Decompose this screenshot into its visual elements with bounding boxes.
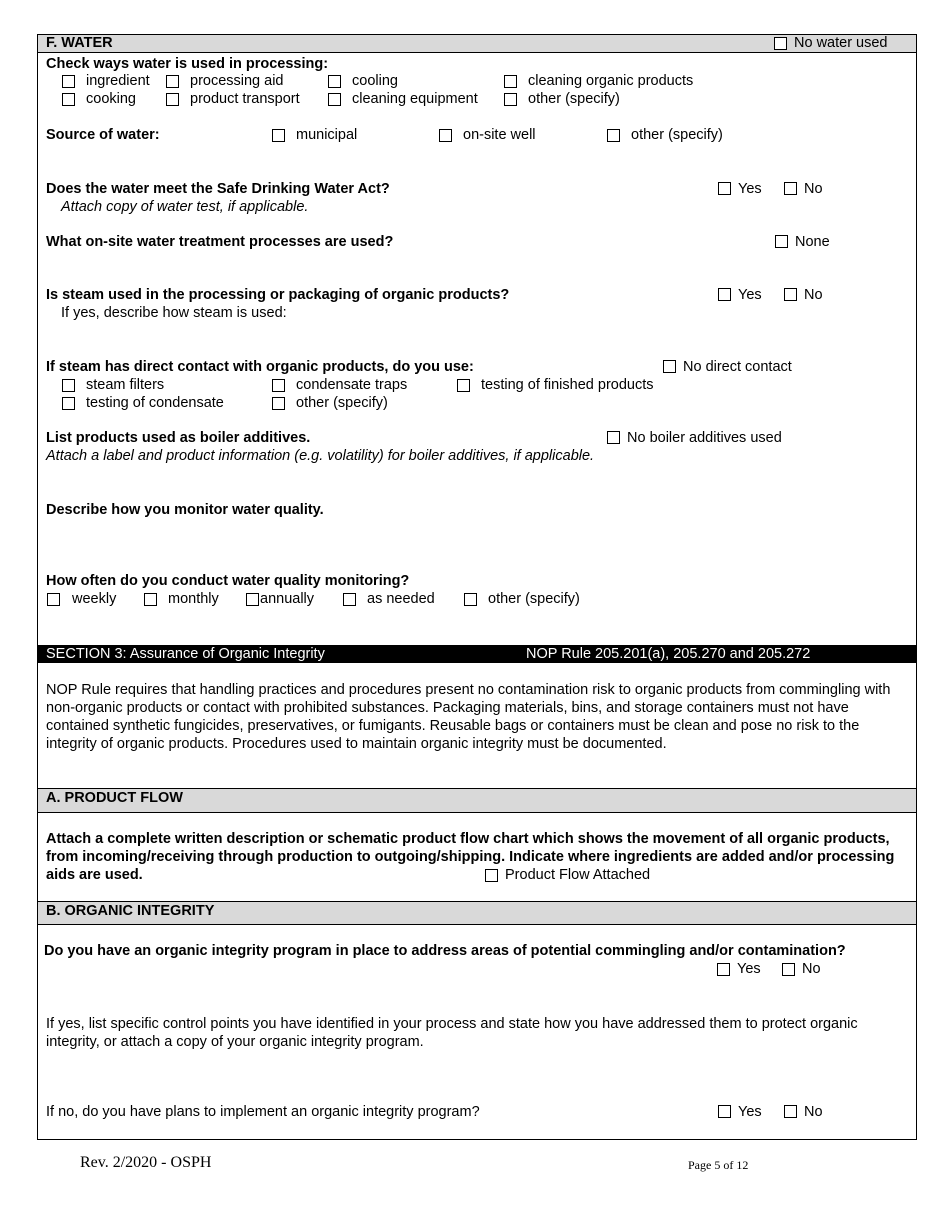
product-flow-title: A. PRODUCT FLOW xyxy=(46,790,183,806)
sdwa-yes-checkbox[interactable] xyxy=(718,182,731,195)
monitor-question: Describe how you monitor water quality. xyxy=(46,502,324,518)
no-direct-contact-label: No direct contact xyxy=(683,359,792,375)
cooling-checkbox[interactable] xyxy=(328,75,341,88)
integrity-if-yes-prompt: If yes, list specific control points you have identified in your process and state how you have addressed them to protect organic integrity, or attach a copy of your organic integrity program. xyxy=(46,1016,858,1050)
sdwa-no-checkbox[interactable] xyxy=(784,182,797,195)
frequency-other-checkbox[interactable] xyxy=(464,593,477,606)
testing-finished-products-checkbox[interactable] xyxy=(457,379,470,392)
plans-yes-checkbox[interactable] xyxy=(718,1105,731,1118)
water-ways-question: Check ways water is used in processing: xyxy=(46,56,329,72)
steam-yes-label: Yes xyxy=(738,287,762,303)
footer-revision: Rev. 2/2020 - OSPH xyxy=(80,1154,212,1171)
plans-yes-label: Yes xyxy=(738,1104,762,1120)
product-flow-text: Attach a complete written description or schematic product flow chart which shows the movement of all organic products, from incoming/receiving through production to outgoing/shipping. Indicate where ingredients are added and/or processing aids are used. xyxy=(46,831,895,883)
testing-finished-products-label: testing of finished products xyxy=(481,377,654,393)
annually-checkbox[interactable] xyxy=(246,593,259,606)
treatment-none-checkbox[interactable] xyxy=(775,235,788,248)
monthly-label: monthly xyxy=(168,591,219,607)
steam-describe-prompt: If yes, describe how steam is used: xyxy=(61,305,287,321)
section3-rule: NOP Rule 205.201(a), 205.270 and 205.272 xyxy=(526,646,811,662)
cleaning-organic-products-checkbox[interactable] xyxy=(504,75,517,88)
sdwa-question: Does the water meet the Safe Drinking Water Act? xyxy=(46,181,390,197)
frequency-other-label: other (specify) xyxy=(488,591,580,607)
ways-other-label: other (specify) xyxy=(528,91,620,107)
section3-title: SECTION 3: Assurance of Organic Integrity xyxy=(46,646,325,662)
testing-condensate-checkbox[interactable] xyxy=(62,397,75,410)
ways-other-checkbox[interactable] xyxy=(504,93,517,106)
product-flow-attached-checkbox[interactable] xyxy=(485,869,498,882)
footer-page-number: Page 5 of 12 xyxy=(688,1158,749,1172)
on-site-well-checkbox[interactable] xyxy=(439,129,452,142)
processing-aid-label: processing aid xyxy=(190,73,284,89)
no-direct-contact-checkbox[interactable] xyxy=(663,360,676,373)
as-needed-checkbox[interactable] xyxy=(343,593,356,606)
testing-condensate-label: testing of condensate xyxy=(86,395,224,411)
cooking-label: cooking xyxy=(86,91,136,107)
municipal-label: municipal xyxy=(296,127,358,143)
boiler-additives-note: Attach a label and product information (e.g. volatility) for boiler additives, if applicable. xyxy=(46,448,595,464)
source-other-checkbox[interactable] xyxy=(607,129,620,142)
cleaning-organic-products-label: cleaning organic products xyxy=(528,73,694,89)
treatment-none-label: None xyxy=(795,234,830,250)
organic-integrity-title: B. ORGANIC INTEGRITY xyxy=(46,903,215,919)
no-water-used-label: No water used xyxy=(794,35,888,51)
no-boiler-additives-label: No boiler additives used xyxy=(627,430,782,446)
monthly-checkbox[interactable] xyxy=(144,593,157,606)
section3-intro: NOP Rule requires that handling practices and procedures present no contamination risk to organic products from commingling with non-organic products or contact with prohibited substances. Packaging materials, bins, and storage containers must not have contained synthetic fungicides, preservatives, or fumigants. Reusable bags or containers must be clean and pose no risk to the integrity of organic products. Procedures used to maintain organic integrity must be documented. xyxy=(46,682,891,752)
no-water-used-checkbox[interactable] xyxy=(774,37,787,50)
treatment-question: What on-site water treatment processes are used? xyxy=(46,234,394,250)
integrity-if-no-question: If no, do you have plans to implement an organic integrity program? xyxy=(46,1104,480,1120)
as-needed-label: as needed xyxy=(367,591,435,607)
water-source-label: Source of water: xyxy=(46,127,160,143)
ingredient-label: ingredient xyxy=(86,73,150,89)
processing-aid-checkbox[interactable] xyxy=(166,75,179,88)
steam-other-label: other (specify) xyxy=(296,395,388,411)
municipal-checkbox[interactable] xyxy=(272,129,285,142)
integrity-program-question: Do you have an organic integrity program in place to address areas of potential commingling and/or contamination? xyxy=(44,943,846,959)
product-flow-attached-label: Product Flow Attached xyxy=(505,867,651,883)
plans-no-checkbox[interactable] xyxy=(784,1105,797,1118)
source-other-label: other (specify) xyxy=(631,127,723,143)
boiler-additives-label: List products used as boiler additives. xyxy=(46,430,311,446)
steam-question: Is steam used in the processing or packaging of organic products? xyxy=(46,287,510,303)
steam-filters-checkbox[interactable] xyxy=(62,379,75,392)
sdwa-no-label: No xyxy=(804,181,823,197)
condensate-traps-label: condensate traps xyxy=(296,377,408,393)
cleaning-equipment-checkbox[interactable] xyxy=(328,93,341,106)
steam-contact-question: If steam has direct contact with organic products, do you use: xyxy=(46,359,474,375)
product-transport-label: product transport xyxy=(190,91,300,107)
steam-yes-checkbox[interactable] xyxy=(718,288,731,301)
sdwa-yes-label: Yes xyxy=(738,181,762,197)
annually-label: annually xyxy=(260,591,315,607)
cooling-label: cooling xyxy=(352,73,398,89)
frequency-question: How often do you conduct water quality monitoring? xyxy=(46,573,410,589)
ingredient-checkbox[interactable] xyxy=(62,75,75,88)
steam-filters-label: steam filters xyxy=(86,377,165,393)
cooking-checkbox[interactable] xyxy=(62,93,75,106)
steam-other-checkbox[interactable] xyxy=(272,397,285,410)
product-transport-checkbox[interactable] xyxy=(166,93,179,106)
steam-no-label: No xyxy=(804,287,823,303)
no-boiler-additives-checkbox[interactable] xyxy=(607,431,620,444)
water-header-title: F. WATER xyxy=(46,35,113,51)
on-site-well-label: on-site well xyxy=(463,127,536,143)
steam-no-checkbox[interactable] xyxy=(784,288,797,301)
integrity-no-label: No xyxy=(802,961,821,977)
integrity-yes-label: Yes xyxy=(737,961,761,977)
sdwa-note: Attach copy of water test, if applicable. xyxy=(61,199,309,215)
plans-no-label: No xyxy=(804,1104,823,1120)
condensate-traps-checkbox[interactable] xyxy=(272,379,285,392)
cleaning-equipment-label: cleaning equipment xyxy=(352,91,478,107)
integrity-yes-checkbox[interactable] xyxy=(717,963,730,976)
weekly-label: weekly xyxy=(72,591,117,607)
weekly-checkbox[interactable] xyxy=(47,593,60,606)
integrity-no-checkbox[interactable] xyxy=(782,963,795,976)
